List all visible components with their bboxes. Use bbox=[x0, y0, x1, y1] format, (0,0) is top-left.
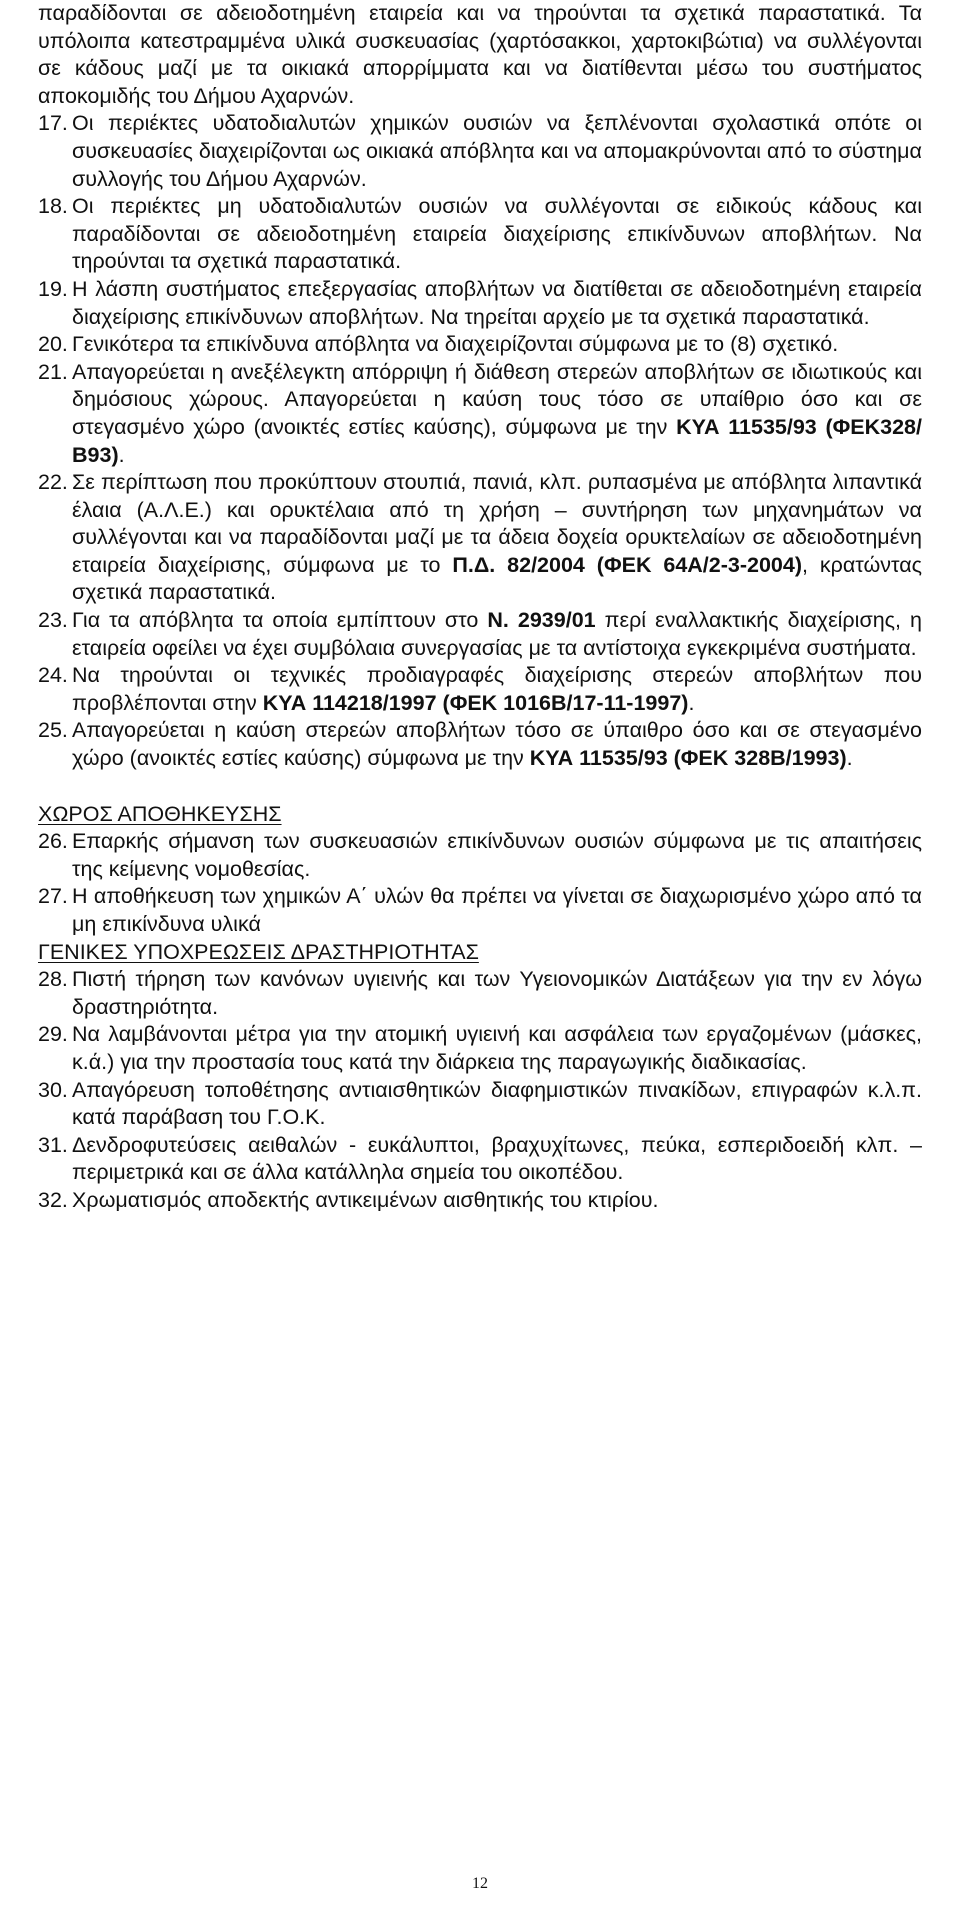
item-number: 23. bbox=[38, 608, 68, 633]
item-text-start: Για τα απόβλητα τα οποία εμπίπτουν στο bbox=[72, 608, 488, 633]
item-text: Η λάσπη συστήματος επεξεργασίας αποβλήτων να διατίθεται σε αδειοδοτημένη εταιρεία διαχείρισης επικίνδυνων αποβλήτων. Να τηρείται αρχείο με τα σχετικά παραστατικά. bbox=[72, 276, 922, 329]
list-item-30 bbox=[38, 1077, 922, 1132]
item-text-end: . bbox=[846, 746, 853, 771]
list-item-24 bbox=[38, 662, 922, 717]
item-text bbox=[72, 359, 922, 469]
list-item-20 bbox=[38, 331, 922, 359]
item-text: Απαγόρευση τοποθέτησης αντιαισθητικών διαφημιστικών πινακίδων, επιγραφών κ.λ.π. κατά παράβαση του Γ.Ο.Κ. bbox=[72, 1077, 922, 1130]
legal-reference: Ν. 2939/01 bbox=[487, 608, 596, 633]
legal-reference: Π.Δ. 82/2004 (ΦΕΚ 64Α/2-3-2004) bbox=[452, 552, 803, 577]
item-text: Οι περιέκτες μη υδατοδιαλυτών ουσιών να συλλέγονται σε ειδικούς κάδους και παραδίδονται σε αδειοδοτημένη εταιρεία διαχείρισης επικίνδυνων αποβλήτων. Να τηρούνται τα σχετικά παραστατικά. bbox=[72, 194, 922, 274]
item-number: 32. bbox=[38, 1187, 68, 1212]
legal-reference: ΚΥΑ 114218/1997 (ΦΕΚ 1016Β/17-11-1997) bbox=[262, 690, 689, 715]
item-text: Πιστή τήρηση των κανόνων υγιεινής και των Υγειονομικών Διατάξεων για την εν λόγω δραστηριότητα. bbox=[72, 967, 922, 1019]
section-heading-general-obligations: ΓΕΝΙΚΕΣ ΥΠΟΧΡΕΩΣΕΙΣ ΔΡΑΣΤΗΡΙΟΤΗΤΑΣ bbox=[38, 939, 479, 964]
legal-reference: ΚΥΑ 11535/93 (ΦΕΚ 328Β/1993) bbox=[529, 746, 847, 771]
list-item-22 bbox=[38, 469, 922, 607]
item-number: 27. bbox=[38, 884, 68, 909]
item-number: 25. bbox=[38, 718, 68, 743]
item-text-end: , κρατώντας σχετικά παραστατικά. bbox=[72, 552, 923, 605]
list-item-21 bbox=[38, 359, 922, 469]
legal-reference: ΚΥΑ 11535/93 (ΦΕΚ328/Β93) bbox=[72, 414, 922, 467]
item-number: 19. bbox=[38, 276, 68, 301]
item-text-end: περί εναλλακτικής διαχείρισης, η εταιρεία οφείλει να έχει συμβόλαια συνεργασίας με τα αντίστοιχα εγκεκριμένα συστήματα. bbox=[72, 608, 922, 660]
item-text: Οι περιέκτες υδατοδιαλυτών χημικών ουσιών να ξεπλένονται σχολαστικά οπότε οι συσκευασίες διαχειρίζονται ως οικιακά απόβλητα και να απομακρύνονται από το σύστημα συλλογής του Δήμου Αχαρνών. bbox=[72, 111, 922, 191]
item-text: Χρωματισμός αποδεκτής αντικειμένων αισθητικής του κτιρίου. bbox=[72, 1187, 659, 1212]
list-item-19 bbox=[38, 276, 922, 331]
intro-paragraph: παραδίδονται σε αδειοδοτημένη εταιρεία και να τηρούνται τα σχετικά παραστατικά. Τα υπόλοιπα κατεστραμμένα υλικά συσκευασίας (χαρτόσακκοι, χαρτοκιβώτια) να συλλέγονται σε κάδους μαζί με τα οικιακά απορρίμματα και να διατίθενται μέσω του συστήματος αποκομιδής του Δήμου Αχαρνών. bbox=[38, 1, 922, 108]
item-text-start: Σε περίπτωση που προκύπτουν στουπιά, πανιά, κλπ. ρυπασμένα με απόβλητα λιπαντικά έλαια (Α.Λ.Ε.) και ορυκτέλαια από τη χρήση – συντήρηση των μηχανημάτων να συλλέγονται και να παραδίδονται μαζί με τα άδεια δοχεία ορυκτελαίων σε αδειοδοτημένη εταιρεία διαχείρισης, σύμφωνα με το bbox=[72, 470, 922, 577]
item-number: 17. bbox=[38, 111, 68, 136]
list-item-23 bbox=[38, 607, 922, 662]
list-item-28 bbox=[38, 966, 922, 1021]
item-text bbox=[72, 662, 922, 717]
list-item-25 bbox=[38, 717, 922, 772]
item-number: 18. bbox=[38, 194, 68, 219]
item-text-end: . bbox=[688, 690, 695, 715]
item-number: 29. bbox=[38, 1022, 68, 1047]
item-text: Γενικότερα τα επικίνδυνα απόβλητα να διαχειρίζονται σύμφωνα με το (8) σχετικό. bbox=[72, 332, 839, 357]
item-text: Η αποθήκευση των χημικών Α΄ υλών θα πρέπει να γίνεται σε διαχωρισμένο χώρο από τα μη επικίνδυνα υλικά bbox=[72, 884, 922, 936]
item-text-end: . bbox=[118, 442, 125, 467]
item-text bbox=[72, 607, 922, 662]
item-number: 24. bbox=[38, 663, 68, 688]
item-text bbox=[72, 469, 922, 607]
item-number: 22. bbox=[38, 470, 68, 495]
list-item-32 bbox=[38, 1187, 922, 1215]
item-text-start: Απαγορεύεται η ανεξέλεγκτη απόρριψη ή διάθεση στερεών αποβλήτων σε ιδιωτικούς και δημόσιους χώρους. Απαγορεύεται η καύση τους τόσο σε υπαίθριο όσο και σε στεγασμένο χώρο (ανοικτές εστίες καύσης), σύμφωνα με την bbox=[72, 359, 922, 439]
item-number: 21. bbox=[38, 359, 68, 384]
item-text: Να λαμβάνονται μέτρα για την ατομική υγιεινή και ασφάλεια των εργαζομένων (μάσκες, κ.ά.) για την προστασία τους κατά την διάρκεια της παραγωγικής διαδικασίας. bbox=[72, 1022, 922, 1074]
item-text bbox=[72, 717, 922, 772]
document-body bbox=[38, 0, 922, 1215]
list-item-18 bbox=[38, 193, 922, 276]
list-item-29 bbox=[38, 1021, 922, 1076]
item-number: 31. bbox=[38, 1132, 68, 1157]
item-text-start: Απαγορεύεται η καύση στερεών αποβλήτων τόσο σε ύπαιθρο όσο και σε στεγασμένο χώρο (ανοικτές εστίες καύσης) σύμφωνα με την bbox=[72, 718, 922, 771]
page-number: 12 bbox=[472, 1875, 488, 1892]
item-number: 28. bbox=[38, 967, 68, 992]
item-number: 30. bbox=[38, 1077, 68, 1102]
list-item-17 bbox=[38, 110, 922, 193]
item-text-start: Να τηρούνται οι τεχνικές προδιαγραφές διαχείρισης στερεών αποβλήτων που προβλέπονται στην bbox=[72, 663, 922, 715]
item-number: 20. bbox=[38, 332, 68, 357]
list-item-26 bbox=[38, 828, 922, 883]
list-item-27 bbox=[38, 883, 922, 938]
item-text: Δενδροφυτεύσεις αειθαλών - ευκάλυπτοι, βραχυχίτωνες, πεύκα, εσπεριδοειδή κλπ. – περιμετρικά και σε άλλα κατάλληλα σημεία του οικοπέδου. bbox=[72, 1132, 922, 1185]
item-text: Επαρκής σήμανση των συσκευασιών επικίνδυνων ουσιών σύμφωνα με τις απαιτήσεις της κείμενης νομοθεσίας. bbox=[72, 829, 922, 881]
list-item-31 bbox=[38, 1132, 922, 1187]
item-number: 26. bbox=[38, 829, 68, 854]
section-heading-storage: ΧΩΡΟΣ ΑΠΟΘΗΚΕΥΣΗΣ bbox=[38, 801, 282, 826]
